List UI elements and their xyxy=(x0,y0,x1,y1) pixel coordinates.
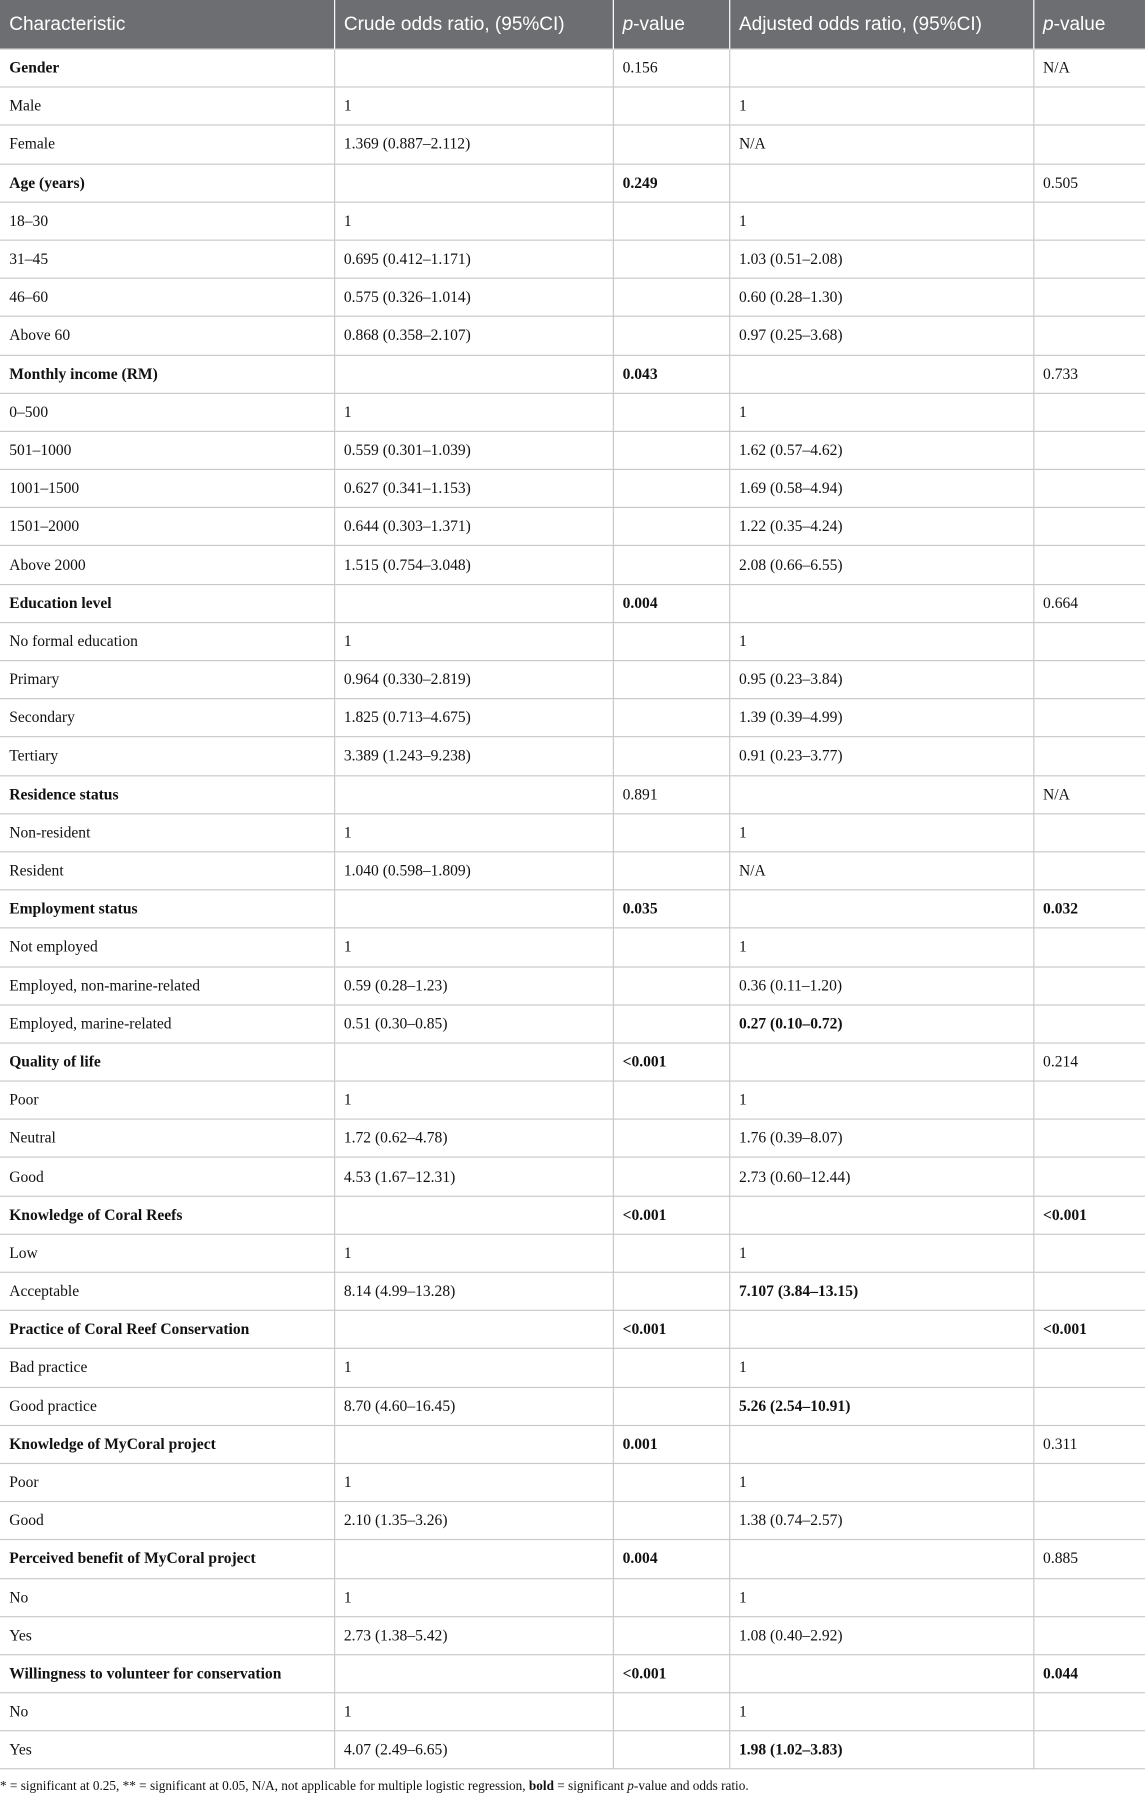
characteristic-cell: No xyxy=(0,1693,334,1731)
adjusted-odds-ratio-cell: 1 xyxy=(729,1463,1033,1501)
crude-p-value-cell xyxy=(613,737,729,775)
adjusted-p-value-cell xyxy=(1033,1731,1145,1769)
crude-p-value-cell xyxy=(613,1731,729,1769)
characteristic-cell: Willingness to volunteer for conservation xyxy=(0,1655,334,1693)
characteristic-cell: Employed, marine-related xyxy=(0,1005,334,1043)
characteristic-cell: Not employed xyxy=(0,928,334,966)
characteristic-cell: Good practice xyxy=(0,1387,334,1425)
crude-odds-ratio-cell: 1 xyxy=(334,1234,613,1272)
adjusted-p-value-cell xyxy=(1033,1158,1145,1196)
adjusted-p-value-cell xyxy=(1033,546,1145,584)
adjusted-odds-ratio-cell: 1.98 (1.02–3.83) xyxy=(729,1731,1033,1769)
characteristic-cell: 1501–2000 xyxy=(0,508,334,546)
table-row xyxy=(0,1349,1145,1387)
adjusted-p-value-cell xyxy=(1033,1119,1145,1157)
crude-p-value-cell: 0.004 xyxy=(613,584,729,622)
table-row xyxy=(0,1463,1145,1501)
table-row xyxy=(0,431,1145,469)
adjusted-odds-ratio-cell: 1 xyxy=(729,1349,1033,1387)
characteristic-cell: Poor xyxy=(0,1081,334,1119)
crude-odds-ratio-cell xyxy=(334,355,613,393)
crude-p-value-cell xyxy=(613,469,729,507)
adjusted-odds-ratio-cell: 1.03 (0.51–2.08) xyxy=(729,240,1033,278)
crude-odds-ratio-cell: 1.369 (0.887–2.112) xyxy=(334,125,613,163)
crude-p-value-cell xyxy=(613,431,729,469)
crude-odds-ratio-cell: 0.575 (0.326–1.014) xyxy=(334,278,613,316)
crude-p-value-cell: 0.035 xyxy=(613,890,729,928)
crude-odds-ratio-cell: 0.627 (0.341–1.153) xyxy=(334,469,613,507)
table-group-row xyxy=(0,775,1145,813)
crude-odds-ratio-cell xyxy=(334,49,613,87)
characteristic-cell: Good xyxy=(0,1158,334,1196)
header-p-italic: p xyxy=(622,13,634,34)
characteristic-cell: Female xyxy=(0,125,334,163)
table-row xyxy=(0,737,1145,775)
adjusted-p-value-cell xyxy=(1033,1693,1145,1731)
crude-p-value-cell: 0.004 xyxy=(613,1540,729,1578)
table-body xyxy=(0,49,1145,1769)
characteristic-cell: Employed, non-marine-related xyxy=(0,966,334,1004)
characteristic-cell: Poor xyxy=(0,1463,334,1501)
adjusted-odds-ratio-cell: N/A xyxy=(729,852,1033,890)
adjusted-odds-ratio-cell xyxy=(729,49,1033,87)
crude-p-value-cell xyxy=(613,393,729,431)
table-row xyxy=(0,508,1145,546)
crude-p-value-cell: <0.001 xyxy=(613,1655,729,1693)
adjusted-odds-ratio-cell: 0.91 (0.23–3.77) xyxy=(729,737,1033,775)
crude-p-value-cell xyxy=(613,1119,729,1157)
table-group-row xyxy=(0,164,1145,202)
footnote-text: -value and odds ratio. xyxy=(633,1780,749,1795)
characteristic-cell: Quality of life xyxy=(0,1043,334,1081)
crude-p-value-cell xyxy=(613,317,729,355)
footnote-p-italic: p xyxy=(627,1780,634,1795)
crude-p-value-cell: 0.001 xyxy=(613,1425,729,1463)
adjusted-odds-ratio-cell: 0.60 (0.28–1.30) xyxy=(729,278,1033,316)
adjusted-p-value-cell xyxy=(1033,469,1145,507)
crude-odds-ratio-cell: 0.59 (0.28–1.23) xyxy=(334,966,613,1004)
crude-p-value-cell xyxy=(613,699,729,737)
crude-odds-ratio-cell: 0.559 (0.301–1.039) xyxy=(334,431,613,469)
adjusted-p-value-cell xyxy=(1033,1349,1145,1387)
table-row xyxy=(0,469,1145,507)
characteristic-cell: 46–60 xyxy=(0,278,334,316)
adjusted-p-value-cell xyxy=(1033,240,1145,278)
crude-p-value-cell xyxy=(613,1272,729,1310)
crude-p-value-cell xyxy=(613,1234,729,1272)
crude-p-value-cell xyxy=(613,1463,729,1501)
adjusted-p-value-cell xyxy=(1033,622,1145,660)
table-row xyxy=(0,1081,1145,1119)
table-row xyxy=(0,1731,1145,1769)
table-row xyxy=(0,87,1145,125)
table-row xyxy=(0,125,1145,163)
crude-p-value-cell xyxy=(613,508,729,546)
table-row xyxy=(0,1616,1145,1654)
adjusted-p-value-cell xyxy=(1033,1387,1145,1425)
header-adjusted-p-value xyxy=(1033,0,1145,49)
adjusted-odds-ratio-cell: 1 xyxy=(729,87,1033,125)
adjusted-odds-ratio-cell xyxy=(729,890,1033,928)
table-row xyxy=(0,814,1145,852)
characteristic-cell: Tertiary xyxy=(0,737,334,775)
crude-odds-ratio-cell xyxy=(334,1311,613,1349)
crude-p-value-cell xyxy=(613,928,729,966)
adjusted-odds-ratio-cell: 1 xyxy=(729,1081,1033,1119)
table-group-row xyxy=(0,1425,1145,1463)
crude-odds-ratio-cell: 4.53 (1.67–12.31) xyxy=(334,1158,613,1196)
table-group-row xyxy=(0,584,1145,622)
table-row xyxy=(0,928,1145,966)
table-row xyxy=(0,1578,1145,1616)
crude-odds-ratio-cell: 1.72 (0.62–4.78) xyxy=(334,1119,613,1157)
table-group-row xyxy=(0,1655,1145,1693)
characteristic-cell: Bad practice xyxy=(0,1349,334,1387)
crude-odds-ratio-cell: 0.964 (0.330–2.819) xyxy=(334,661,613,699)
characteristic-cell: Knowledge of Coral Reefs xyxy=(0,1196,334,1234)
crude-odds-ratio-cell xyxy=(334,775,613,813)
table-row xyxy=(0,622,1145,660)
crude-p-value-cell xyxy=(613,240,729,278)
adjusted-p-value-cell: 0.664 xyxy=(1033,584,1145,622)
crude-p-value-cell xyxy=(613,546,729,584)
crude-odds-ratio-cell xyxy=(334,890,613,928)
characteristic-cell: Monthly income (RM) xyxy=(0,355,334,393)
adjusted-odds-ratio-cell: 1.76 (0.39–8.07) xyxy=(729,1119,1033,1157)
characteristic-cell: No formal education xyxy=(0,622,334,660)
crude-p-value-cell: <0.001 xyxy=(613,1196,729,1234)
adjusted-odds-ratio-cell: N/A xyxy=(729,125,1033,163)
adjusted-odds-ratio-cell: 1 xyxy=(729,393,1033,431)
crude-odds-ratio-cell: 1 xyxy=(334,87,613,125)
adjusted-odds-ratio-cell: 1.22 (0.35–4.24) xyxy=(729,508,1033,546)
table-row xyxy=(0,661,1145,699)
adjusted-odds-ratio-cell: 1 xyxy=(729,1693,1033,1731)
adjusted-odds-ratio-cell xyxy=(729,584,1033,622)
crude-odds-ratio-cell: 1.515 (0.754–3.048) xyxy=(334,546,613,584)
characteristic-cell: Yes xyxy=(0,1731,334,1769)
adjusted-p-value-cell xyxy=(1033,202,1145,240)
crude-odds-ratio-cell xyxy=(334,584,613,622)
crude-p-value-cell xyxy=(613,622,729,660)
adjusted-p-value-cell: 0.214 xyxy=(1033,1043,1145,1081)
crude-odds-ratio-cell: 0.695 (0.412–1.171) xyxy=(334,240,613,278)
characteristic-cell: Acceptable xyxy=(0,1272,334,1310)
table-row xyxy=(0,1502,1145,1540)
crude-p-value-cell xyxy=(613,1693,729,1731)
adjusted-p-value-cell xyxy=(1033,1463,1145,1501)
table-row xyxy=(0,240,1145,278)
adjusted-p-value-cell xyxy=(1033,1272,1145,1310)
crude-odds-ratio-cell: 2.10 (1.35–3.26) xyxy=(334,1502,613,1540)
adjusted-p-value-cell xyxy=(1033,1502,1145,1540)
adjusted-odds-ratio-cell: 1 xyxy=(729,814,1033,852)
adjusted-odds-ratio-cell: 2.73 (0.60–12.44) xyxy=(729,1158,1033,1196)
characteristic-cell: Above 2000 xyxy=(0,546,334,584)
adjusted-p-value-cell xyxy=(1033,508,1145,546)
crude-odds-ratio-cell: 0.644 (0.303–1.371) xyxy=(334,508,613,546)
adjusted-p-value-cell xyxy=(1033,125,1145,163)
table-row xyxy=(0,393,1145,431)
header-p-suffix: -value xyxy=(1053,13,1106,34)
crude-p-value-cell xyxy=(613,1502,729,1540)
adjusted-p-value-cell xyxy=(1033,852,1145,890)
adjusted-odds-ratio-cell: 5.26 (2.54–10.91) xyxy=(729,1387,1033,1425)
adjusted-p-value-cell: 0.044 xyxy=(1033,1655,1145,1693)
adjusted-p-value-cell xyxy=(1033,87,1145,125)
adjusted-p-value-cell xyxy=(1033,1081,1145,1119)
crude-odds-ratio-cell: 1.825 (0.713–4.675) xyxy=(334,699,613,737)
crude-odds-ratio-cell: 1 xyxy=(334,1578,613,1616)
table-header xyxy=(0,0,1145,49)
table-row xyxy=(0,966,1145,1004)
crude-p-value-cell xyxy=(613,125,729,163)
table-row xyxy=(0,1158,1145,1196)
characteristic-cell: Age (years) xyxy=(0,164,334,202)
crude-odds-ratio-cell: 8.70 (4.60–16.45) xyxy=(334,1387,613,1425)
header-characteristic: Characteristic xyxy=(0,0,334,49)
adjusted-odds-ratio-cell xyxy=(729,1196,1033,1234)
crude-p-value-cell xyxy=(613,966,729,1004)
adjusted-odds-ratio-cell: 0.36 (0.11–1.20) xyxy=(729,966,1033,1004)
crude-odds-ratio-cell: 1.040 (0.598–1.809) xyxy=(334,852,613,890)
characteristic-cell: Secondary xyxy=(0,699,334,737)
adjusted-p-value-cell xyxy=(1033,431,1145,469)
adjusted-odds-ratio-cell: 2.08 (0.66–6.55) xyxy=(729,546,1033,584)
table-row xyxy=(0,1272,1145,1310)
crude-odds-ratio-cell: 1 xyxy=(334,1463,613,1501)
crude-p-value-cell xyxy=(613,278,729,316)
footnote-bold-word: bold xyxy=(528,1780,554,1795)
crude-p-value-cell xyxy=(613,87,729,125)
adjusted-p-value-cell: 0.032 xyxy=(1033,890,1145,928)
adjusted-p-value-cell xyxy=(1033,278,1145,316)
adjusted-p-value-cell xyxy=(1033,1616,1145,1654)
characteristic-cell: No xyxy=(0,1578,334,1616)
adjusted-p-value-cell: <0.001 xyxy=(1033,1196,1145,1234)
crude-p-value-cell: <0.001 xyxy=(613,1043,729,1081)
header-adjusted-odds-ratio: Adjusted odds ratio, (95%CI) xyxy=(729,0,1033,49)
characteristic-cell: 18–30 xyxy=(0,202,334,240)
table-row xyxy=(0,699,1145,737)
crude-p-value-cell xyxy=(613,1005,729,1043)
crude-p-value-cell xyxy=(613,852,729,890)
characteristic-cell: Practice of Coral Reef Conservation xyxy=(0,1311,334,1349)
crude-p-value-cell xyxy=(613,661,729,699)
adjusted-odds-ratio-cell xyxy=(729,355,1033,393)
crude-p-value-cell: 0.891 xyxy=(613,775,729,813)
characteristic-cell: Education level xyxy=(0,584,334,622)
table-row xyxy=(0,852,1145,890)
crude-p-value-cell: 0.249 xyxy=(613,164,729,202)
adjusted-odds-ratio-cell: 1 xyxy=(729,202,1033,240)
adjusted-p-value-cell xyxy=(1033,966,1145,1004)
adjusted-odds-ratio-cell xyxy=(729,1540,1033,1578)
table-group-row xyxy=(0,355,1145,393)
characteristic-cell: Knowledge of MyCoral project xyxy=(0,1425,334,1463)
adjusted-odds-ratio-cell: 0.27 (0.10–0.72) xyxy=(729,1005,1033,1043)
adjusted-odds-ratio-cell: 1.38 (0.74–2.57) xyxy=(729,1502,1033,1540)
crude-odds-ratio-cell: 1 xyxy=(334,393,613,431)
crude-odds-ratio-cell: 8.14 (4.99–13.28) xyxy=(334,1272,613,1310)
characteristic-cell: 501–1000 xyxy=(0,431,334,469)
adjusted-p-value-cell xyxy=(1033,928,1145,966)
adjusted-p-value-cell: 0.885 xyxy=(1033,1540,1145,1578)
adjusted-p-value-cell xyxy=(1033,661,1145,699)
adjusted-odds-ratio-cell: 1.69 (0.58–4.94) xyxy=(729,469,1033,507)
crude-p-value-cell xyxy=(613,1158,729,1196)
crude-odds-ratio-cell xyxy=(334,1540,613,1578)
adjusted-p-value-cell: 0.505 xyxy=(1033,164,1145,202)
header-crude-p-value xyxy=(613,0,729,49)
footnote-text: = significant xyxy=(553,1780,628,1795)
adjusted-odds-ratio-cell: 1.62 (0.57–4.62) xyxy=(729,431,1033,469)
characteristic-cell: Good xyxy=(0,1502,334,1540)
characteristic-cell: Primary xyxy=(0,661,334,699)
table-row xyxy=(0,546,1145,584)
crude-odds-ratio-cell xyxy=(334,1425,613,1463)
table-footnote xyxy=(0,1770,1145,1794)
table-row xyxy=(0,202,1145,240)
table-row xyxy=(0,278,1145,316)
table-group-row xyxy=(0,49,1145,87)
adjusted-odds-ratio-cell: 0.97 (0.25–3.68) xyxy=(729,317,1033,355)
crude-odds-ratio-cell: 1 xyxy=(334,622,613,660)
adjusted-odds-ratio-cell: 7.107 (3.84–13.15) xyxy=(729,1272,1033,1310)
adjusted-odds-ratio-cell: 1 xyxy=(729,1578,1033,1616)
crude-odds-ratio-cell: 1 xyxy=(334,928,613,966)
adjusted-p-value-cell: <0.001 xyxy=(1033,1311,1145,1349)
adjusted-odds-ratio-cell: 1 xyxy=(729,928,1033,966)
crude-p-value-cell xyxy=(613,1387,729,1425)
crude-odds-ratio-cell: 1 xyxy=(334,202,613,240)
adjusted-p-value-cell xyxy=(1033,699,1145,737)
adjusted-odds-ratio-cell: 1 xyxy=(729,622,1033,660)
crude-p-value-cell xyxy=(613,814,729,852)
characteristic-cell: 0–500 xyxy=(0,393,334,431)
crude-odds-ratio-cell xyxy=(334,164,613,202)
characteristic-cell: Neutral xyxy=(0,1119,334,1157)
crude-odds-ratio-cell: 1 xyxy=(334,1693,613,1731)
crude-p-value-cell xyxy=(613,1081,729,1119)
crude-p-value-cell xyxy=(613,1578,729,1616)
table-group-row xyxy=(0,1043,1145,1081)
adjusted-p-value-cell xyxy=(1033,1005,1145,1043)
crude-odds-ratio-cell: 2.73 (1.38–5.42) xyxy=(334,1616,613,1654)
adjusted-p-value-cell xyxy=(1033,737,1145,775)
crude-odds-ratio-cell: 1 xyxy=(334,814,613,852)
characteristic-cell: Non-resident xyxy=(0,814,334,852)
crude-odds-ratio-cell xyxy=(334,1655,613,1693)
table-row xyxy=(0,1693,1145,1731)
adjusted-p-value-cell: N/A xyxy=(1033,49,1145,87)
adjusted-p-value-cell: 0.733 xyxy=(1033,355,1145,393)
adjusted-p-value-cell: 0.311 xyxy=(1033,1425,1145,1463)
header-crude-odds-ratio: Crude odds ratio, (95%CI) xyxy=(334,0,613,49)
characteristic-cell: 31–45 xyxy=(0,240,334,278)
crude-p-value-cell xyxy=(613,202,729,240)
characteristic-cell: Gender xyxy=(0,49,334,87)
table-row xyxy=(0,1119,1145,1157)
adjusted-p-value-cell xyxy=(1033,1578,1145,1616)
characteristic-cell: Above 60 xyxy=(0,317,334,355)
table-row xyxy=(0,1387,1145,1425)
adjusted-odds-ratio-cell xyxy=(729,1311,1033,1349)
crude-p-value-cell: 0.156 xyxy=(613,49,729,87)
adjusted-odds-ratio-cell xyxy=(729,164,1033,202)
header-p-italic: p xyxy=(1043,13,1054,34)
characteristic-cell: Yes xyxy=(0,1616,334,1654)
characteristic-cell: Low xyxy=(0,1234,334,1272)
crude-odds-ratio-cell: 3.389 (1.243–9.238) xyxy=(334,737,613,775)
table-row xyxy=(0,1005,1145,1043)
adjusted-odds-ratio-cell xyxy=(729,775,1033,813)
characteristic-cell: Male xyxy=(0,87,334,125)
table-group-row xyxy=(0,1540,1145,1578)
characteristic-cell: Residence status xyxy=(0,775,334,813)
adjusted-odds-ratio-cell: 1.39 (0.39–4.99) xyxy=(729,699,1033,737)
table-row xyxy=(0,317,1145,355)
footnote-text: * = significant at 0.25, ** = significant at 0.05, N/A, not applicable for multiple logistic regression, xyxy=(0,1780,529,1795)
adjusted-p-value-cell xyxy=(1033,814,1145,852)
adjusted-odds-ratio-cell xyxy=(729,1043,1033,1081)
adjusted-odds-ratio-cell: 0.95 (0.23–3.84) xyxy=(729,661,1033,699)
table-group-row xyxy=(0,1311,1145,1349)
characteristic-cell: 1001–1500 xyxy=(0,469,334,507)
crude-p-value-cell: <0.001 xyxy=(613,1311,729,1349)
adjusted-p-value-cell: N/A xyxy=(1033,775,1145,813)
crude-odds-ratio-cell: 0.51 (0.30–0.85) xyxy=(334,1005,613,1043)
adjusted-p-value-cell xyxy=(1033,317,1145,355)
crude-p-value-cell xyxy=(613,1616,729,1654)
adjusted-odds-ratio-cell: 1 xyxy=(729,1234,1033,1272)
characteristic-cell: Resident xyxy=(0,852,334,890)
crude-odds-ratio-cell: 0.868 (0.358–2.107) xyxy=(334,317,613,355)
adjusted-p-value-cell xyxy=(1033,1234,1145,1272)
characteristic-cell: Employment status xyxy=(0,890,334,928)
crude-odds-ratio-cell: 1 xyxy=(334,1081,613,1119)
crude-odds-ratio-cell: 4.07 (2.49–6.65) xyxy=(334,1731,613,1769)
header-p-suffix: -value xyxy=(633,13,685,34)
crude-odds-ratio-cell xyxy=(334,1196,613,1234)
header-row xyxy=(0,0,1145,49)
characteristic-cell: Perceived benefit of MyCoral project xyxy=(0,1540,334,1578)
crude-odds-ratio-cell xyxy=(334,1043,613,1081)
adjusted-odds-ratio-cell xyxy=(729,1425,1033,1463)
table-row xyxy=(0,1234,1145,1272)
crude-odds-ratio-cell: 1 xyxy=(334,1349,613,1387)
crude-p-value-cell: 0.043 xyxy=(613,355,729,393)
adjusted-odds-ratio-cell: 1.08 (0.40–2.92) xyxy=(729,1616,1033,1654)
crude-p-value-cell xyxy=(613,1349,729,1387)
table-group-row xyxy=(0,890,1145,928)
table-group-row xyxy=(0,1196,1145,1234)
adjusted-odds-ratio-cell xyxy=(729,1655,1033,1693)
adjusted-p-value-cell xyxy=(1033,393,1145,431)
